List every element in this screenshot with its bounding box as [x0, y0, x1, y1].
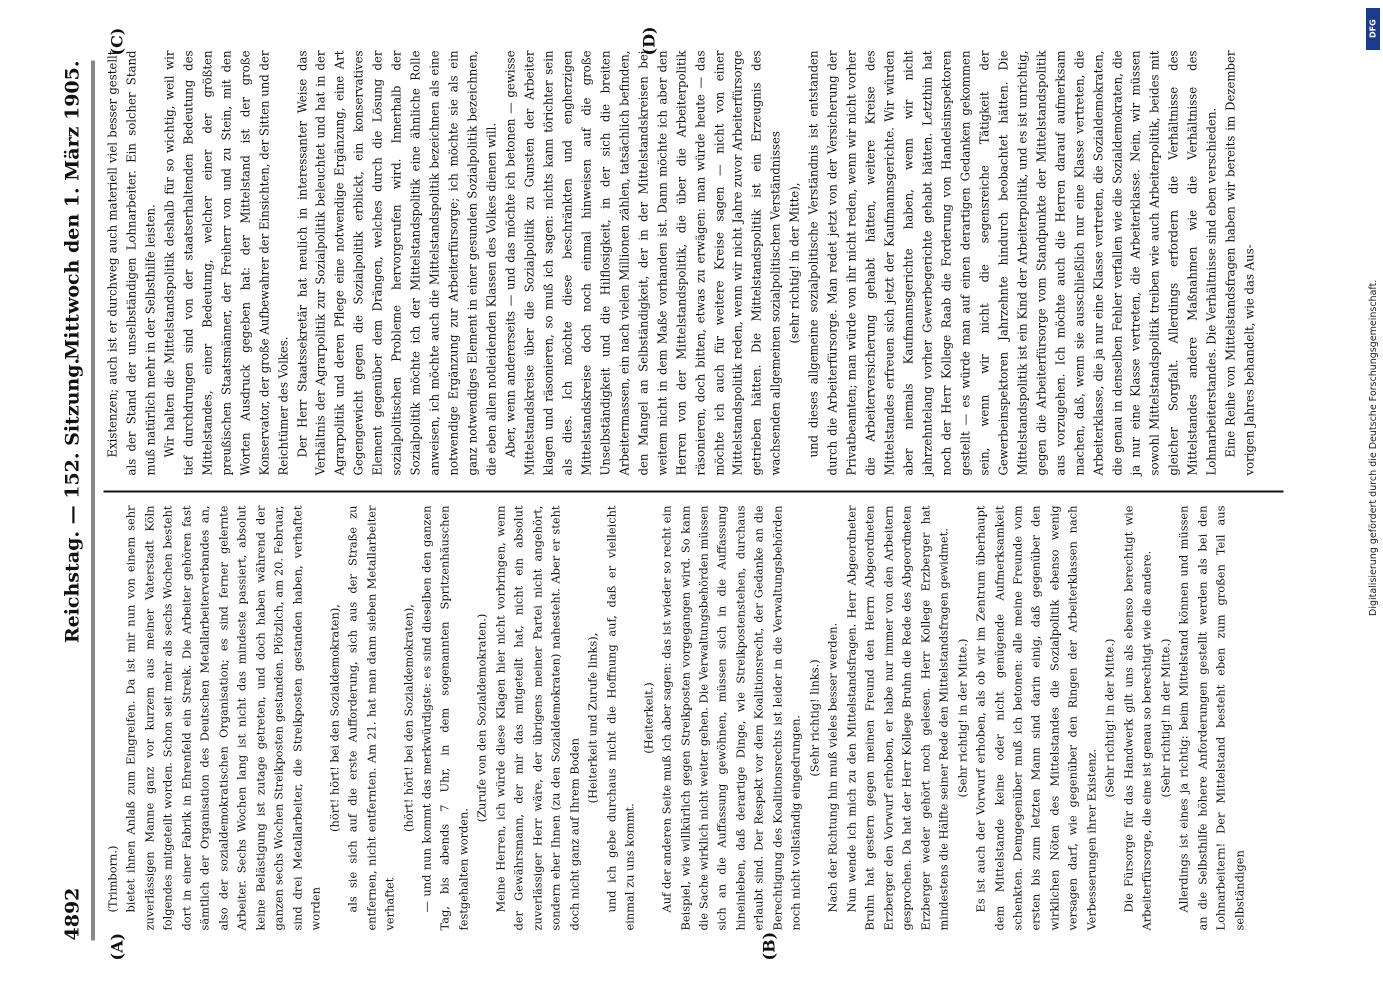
paragraph: und ich gebe durchaus nicht die Hoffnung auf, daß er vielleicht einmal zu uns kommt.: [604, 505, 637, 931]
paragraph: Nach der Richtung hin muß vieles besser werden.: [825, 622, 840, 913]
interjection: (Sehr richtig! in der Mitte.): [1102, 638, 1117, 798]
paragraph: Meine Herren, ich würde diese Klagen hier nicht vorbringen, wenn der Gewährsmann, der mir das mitgeteilt hat, nicht ein absolut zuverlässiger Herr wäre, der übrigens meiner Partei nicht angehört, sondern eher Ihnen (zu den Sozialdemokraten) nahesteht. Aber er steht doch nicht ganz auf Ihrem Boden: [493, 505, 582, 931]
paragraph: (Trimborn.): [105, 845, 120, 913]
left-text-column: [104, 506, 1249, 931]
paragraph: Nun wende ich mich zu den Mittelstandsfragen. Herr Abgeordneter Bruhn hat gestern gegen meinen Freund den Herrn Abgeordneten Erzberger den Vorwurf erhoben, er habe nur immer von den Arbeitern gesprochen. Da hat der Herr Kollege Bruhn die Rede des Abgeordneten Erzberger weder gehört noch gelesen. Herr Kollege Erzberger hat mindestens die Hälfte seiner Rede den Mittelstandsfragen gewidmet.: [844, 505, 951, 931]
interjection: (Heiterkeit.): [641, 682, 656, 754]
paragraph: Aber, wenn andererseits — und das möchte ich betonen — gewisse Mittelstandskreise über die Sozialpolitik zu Gunsten der Arbeiter klagen und räsonieren, so muß ich sagen: nichts kann törichter sein als dies. Ich möchte diese beschränkten und engherzigen Mittelstandskreise doch noch einmal hinweisen auf die große Unselbständigkeit und die Hilflosigkeit, in der sich die breiten Arbeitermassen, ein nach vielen Millionen zählen, tatsächlich befinden, den Mangel an Selbständigkeit, der in der Mittelstandskreisen bei weitem nicht in dem Maße vorhanden ist. Dann möchte ich aber den Herren von der Mittelstandspolitik, die über die Arbeiterpolitik räsonieren, doch bitten, etwas zu erwägen: man würde heute — das möchte ich auch für weitere Kreise sagen — nicht von einer Mittelstandspolitik reden, wenn wir nicht Jahre zuvor Arbeiterfürsorge getrieben hätten. Die Mittelstandspolitik ist ein Erzeugnis des wachsenden allgemeinen sozialpolitischen Verständnisses: [503, 50, 783, 476]
dfg-credit-text: Digitalisierung gefördert durch die Deutsche Forschungsgemeinschaft.: [1368, 279, 1379, 616]
page-header: [62, 61, 95, 941]
interjection: (Sehr richtig! in der Mitte.): [1158, 638, 1173, 798]
paragraph: Der Herr Staatssekretär hat neulich in interessanter Weise das Verhältnis der Agrarpolitik zur Sozialpolitik beleuchtet und hat in der Agrarpolitik und deren Pflege eine notwendige Ergänzung, eine Art Gegengewicht gegen die Sozialpolitik erblickt, ein konservatives Element gegenüber dem Drängen, welches durch die Lösung der sozialpolitischen Probleme hervorgerufen wird. Innerhalb der Sozialpolitik möchte ich der Mittelstandspolitik eine ähnliche Rolle anweisen, ich möchte auch die Mittelstandspolitik bezeichnen als eine notwendige Ergänzung zur Arbeiterfürsorge; ich möchte sie als ein ganz notwendiges Element in einer gesunden Sozialpolitik bezeichnen, die eben allen notleidenden Klassen des Volkes dienen will.: [295, 50, 499, 476]
margin-marker-a: (A): [107, 932, 127, 961]
margin-marker-d: (D): [639, 26, 659, 56]
margin-marker-b: (B): [759, 931, 779, 961]
interjection: (Heiterkeit und Zurufe links),: [585, 632, 600, 804]
paragraph: Die Fürsorge für das Handwerk gilt uns als ebenso berechtigt wie Arbeiterfürsorge, die eine ist genau so berechtigt wie die andere.: [1121, 505, 1154, 931]
session-title: Reichstag. — 152. Sitzung.: [61, 357, 84, 644]
paragraph: bietet ihnen Anlaß zum Eingreifen. Da ist mir nun von einem sehr zuverlässigen Manne ganz vor kurzem aus meiner Vaterstadt Köln folgendes mitgeteilt worden. Schon seit mehr als sechs Wochen besteht dort in einer Fabrik in Ehrenfeld ein Streik. Die Arbeiter gehören fast sämtlich der Organisation des Deutschen Metallarbeiterverbandes an, also der sozialdemokratischen Organisation; es sind ferner gelernte Arbeiter. Sechs Wochen lang ist nicht das mindeste passiert, absolut keine Belästigung ist zutage getreten, und doch haben während der ganzen sechs Wochen Streikposten gestanden. Plötzlich, am 20. Februar, sind drei Metallarbeiter, die Streikposten gestanden haben, verhaftet worden: [123, 505, 323, 931]
paragraph: Auf der anderen Seite muß ich aber sagen: das ist wieder so recht ein Beispiel, wie willkürlich gegen Streikposten vorgegangen wird. So kann die Sache wirklich nicht weiter gehen. Die Verwaltungsbehörden müssen sich an die Auffassung gewöhnen, müssen sich in die Auffassung hineinleben, daß derartige Dinge, wie Streikpostenstehen, durchaus erlaubt sind. Der Respekt vor dem Koalitionsrecht, der Gedanke an die Berechtigung des Koalitionsrechts ist leider in die Verwaltungsbehörden noch nicht vollständig eingedrungen.: [659, 505, 803, 931]
interjection: (sehr richtig! in der Mitte),: [787, 182, 802, 344]
interjection: (Sehr richtig! links.): [807, 659, 822, 777]
paragraph: als sie sich auf die erste Aufforderung, sich aus der Straße zu entfernen, nicht entfernten. Am 21. hat man dann sieben Metallarbeiter verhaftet: [345, 505, 397, 931]
column-divider: [104, 491, 1284, 493]
paragraph: — und nun kommt das merkwürdigste: es sind dieselben den ganzen Tag, bis abends 7 Uhr, in dem sogenannten Spritzenhäuschen festgehalten worden.: [419, 505, 471, 931]
paragraph: Eine Reihe von Mittelstandsfragen haben wir bereits im Dezember vorigen Jahres behandelt, wie das Aus-: [1223, 50, 1257, 476]
dfg-logo: DFG: [1366, 8, 1380, 50]
page-number: 4892: [61, 887, 84, 941]
interjection: (Sehr richtig! in der Mitte.): [955, 638, 970, 798]
paragraph: Es ist auch der Vorwurf erhoben, als ob wir im Zentrum überhaupt dem Mittelstande keine oder nicht genügende Aufmerksamkeit schenkten. Demgegenüber muß ich betonen: alle meine Freunde vom ersten bis zum letzten Mann sind darin einig, daß gegenüber den wirklichen Nöten des Mittelstandes die Sozialpolitik ebenso wenig versagen darf, wie gegenüber den Ringen der Arbeiterklassen nach Verbesserungen ihrer Existenz.: [973, 505, 1099, 931]
right-text-column: [104, 51, 1260, 476]
interjection: (hört! hört! bei den Sozialdemokraten),: [401, 604, 415, 832]
paragraph: und dieses allgemeine sozialpolitische Verständnis ist entstanden durch die Arbeiterfürsorge. Man redet jetzt von der Versicherung der Privatbeamten; man würde von ihr nicht reden, wenn wir nicht vorher die Arbeiterversicherung gehabt hätten, weitere Kreise des Mittelstandes erfreuen sich jetzt der Kaufmannsgerichte. Wir würden aber niemals Kaufmannsgerichte haben, wenn wir nicht jahrzehntelang vorher Gewerbegerichte gehabt hätten. Letzthin hat noch der Herr Kollege Raab die Forderung von Handelsinspektoren gestellt — es würde man auf einen derartigen Gedanken gekommen sein, wenn wir nicht die segensreiche Tätigkeit der Gewerbeinspektoren Jahrzehnte hindurch beobachtet hätten. Die Mittelstandspolitik ist ein Kind der Arbeiterpolitik, und es ist unrichtig, gegen die Arbeiterfürsorge vom Standpunkte der Mittelstandspolitik aus vorzugehen. Ich möchte auch die Herren darauf aufmerksam machen, daß, wenn sie ausschließlich nur eine Klasse vertreten, die Arbeiterklasse, die ja nur eine Klasse vertreten, die Sozialdemokraten, die genau in denselben Fehler verfallen wie die Sozialdemokraten, die ja nur eine Klasse vertreten, die Arbeiterklasse. Nein, wir müssen sowohl Mittelstandspolitik treiben wie auch Arbeiterpolitik, beides mit gleicher Sorgfalt. Allerdings erfordern die Verhältnisse des Mittelstandes andere Maßnahmen wie die Verhältnisse des Lohnarbeiterstandes. Die Verhältnisse sind eben verschieden.: [806, 50, 1219, 476]
interjection: (Zurufe von den Sozialdemokraten.): [474, 613, 489, 823]
session-date: Mittwoch den 1. März 1905.: [61, 60, 84, 360]
paragraph: Existenzen; auch ist er durchweg auch materiell viel besser gestellt als der Stand der unselbständigen Lohnarbeiter. Ein solcher Stand muß natürlich mehr in der Selbsthilfe leisten.: [105, 50, 158, 476]
rotated-page: [0, 1, 1383, 1001]
interjection: (hört! hört! bei den Sozialdemokraten),: [327, 604, 342, 832]
paragraph: Wir halten die Mittelstandspolitik deshalb für so wichtig, weil wir tief durchdrungen sind von der staatserhaltenden Bedeutung des Mittelstandes, einer Bedeutung, welcher einer der größten preußischen Staatsmänner, der Freiherr von und zu Stein, mit den Worten Ausdruck gegeben hat: der Mittelstand ist der große Konservator, der große Aufbewahrer der Einsichten, der Sitten und der Reichtümer des Volkes.: [162, 50, 291, 476]
margin-marker-c: (C): [107, 27, 127, 56]
paragraph: Allerdings ist eines ja richtig: beim Mittelstand können und müssen an die Selbsthilfe höhere Anforderungen gestellt werden als bei den Lohnarbeitern! Der Mittelstand besteht eben zum großen Teil aus selbständigen: [1176, 505, 1247, 931]
